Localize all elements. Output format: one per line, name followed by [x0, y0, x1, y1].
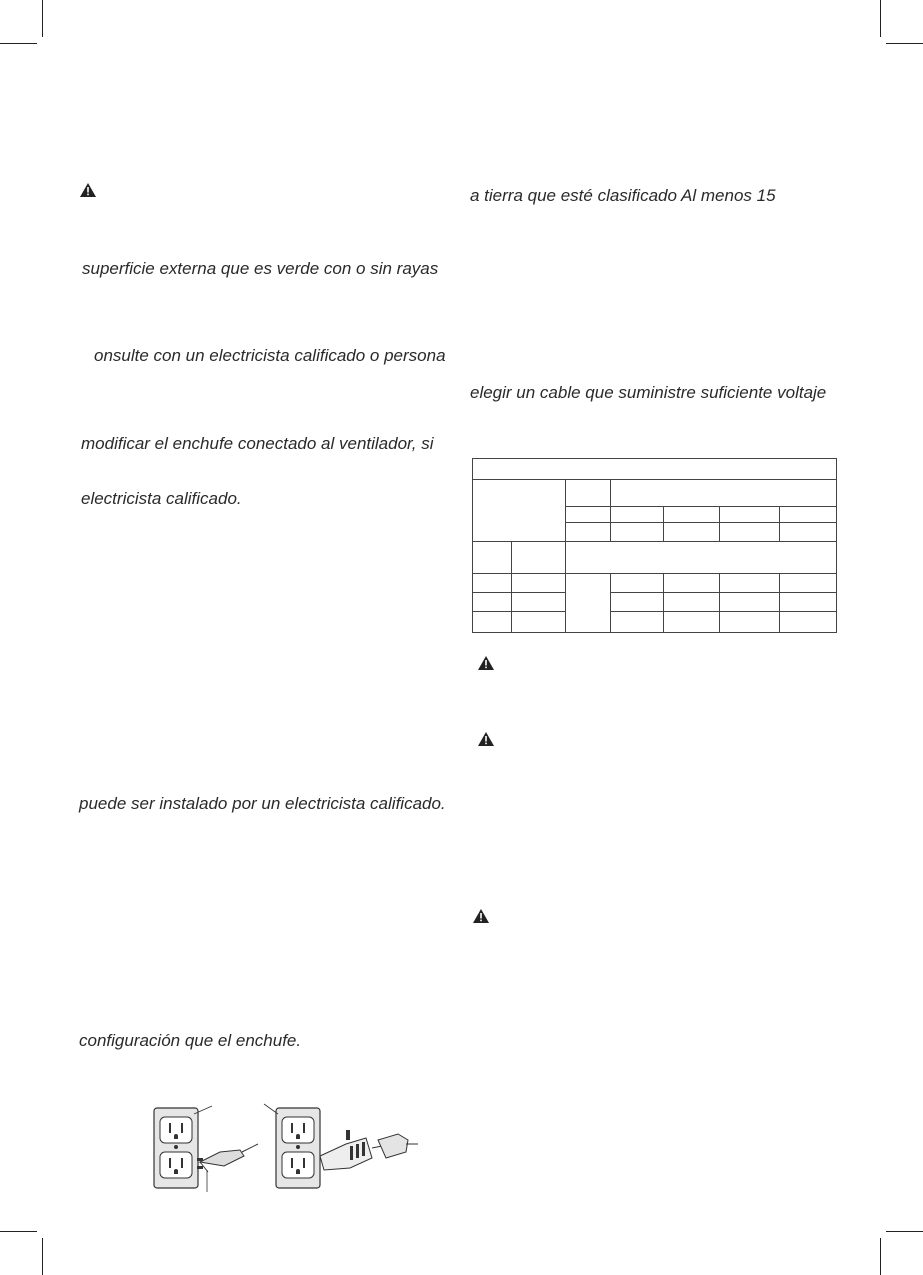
table-cell — [664, 574, 720, 593]
table-cell — [473, 542, 512, 574]
table-cell — [780, 574, 837, 593]
plug-icon — [378, 1134, 418, 1158]
table-cell — [512, 542, 566, 574]
table-header — [473, 459, 837, 480]
crop-mark — [0, 43, 37, 44]
table-cell — [512, 612, 566, 633]
table-cell — [780, 523, 837, 542]
crop-mark — [42, 0, 43, 37]
table-cell — [720, 574, 780, 593]
table-cell — [512, 593, 566, 612]
warning-triangle-icon — [478, 656, 494, 670]
grounded-outlet-illustration — [150, 1100, 420, 1195]
body-text-line: modificar el enchufe conectado al ventilador, si — [81, 434, 434, 453]
table-cell — [473, 612, 512, 633]
table-cell — [664, 612, 720, 633]
plug-icon — [197, 1144, 258, 1192]
body-text-line: configuración que el enchufe. — [79, 1031, 302, 1050]
table-cell — [611, 612, 664, 633]
table-cell — [611, 523, 664, 542]
table-cell — [720, 523, 780, 542]
body-text-line: superficie externa que es verde con o sin rayas — [82, 259, 439, 278]
table-cell — [611, 593, 664, 612]
table-cell — [664, 593, 720, 612]
body-text-line: onsulte con un electricista calificado o persona — [94, 346, 446, 365]
table-cell — [780, 507, 837, 523]
table-cell — [611, 574, 664, 593]
warning-triangle-icon — [473, 909, 489, 923]
crop-mark — [42, 1238, 43, 1275]
table-cell — [664, 523, 720, 542]
table-cell — [780, 593, 837, 612]
warning-triangle-icon — [80, 183, 96, 197]
table-cell — [611, 480, 837, 507]
table-cell — [566, 542, 837, 574]
table-cell — [566, 574, 611, 633]
grounded-outlet-icon — [276, 1108, 320, 1188]
body-text-line: electricista calificado. — [81, 489, 242, 508]
table-cell — [611, 507, 664, 523]
body-text-line: puede ser instalado por un electricista calificado. — [79, 794, 446, 813]
warning-triangle-icon — [478, 732, 494, 746]
crop-mark — [880, 0, 881, 37]
body-text-line: a tierra que esté clasificado Al menos 15 — [470, 186, 776, 205]
extension-cord-table — [472, 458, 837, 633]
table-cell — [780, 612, 837, 633]
table-cell — [512, 574, 566, 593]
table-cell — [720, 593, 780, 612]
body-text-line: elegir un cable que suministre suficiente voltaje — [470, 383, 827, 402]
crop-mark — [886, 43, 923, 44]
table-cell — [566, 480, 611, 507]
table-cell — [473, 593, 512, 612]
table-cell — [664, 507, 720, 523]
grounded-outlet-icon — [154, 1108, 198, 1188]
table-cell — [566, 507, 611, 523]
adapter-icon — [320, 1130, 382, 1170]
table-cell — [473, 574, 512, 593]
table-cell — [720, 507, 780, 523]
crop-mark — [0, 1231, 37, 1232]
table-cell — [473, 480, 566, 542]
table-cell — [720, 612, 780, 633]
crop-mark — [880, 1238, 881, 1275]
table-cell — [566, 523, 611, 542]
crop-mark — [886, 1231, 923, 1232]
